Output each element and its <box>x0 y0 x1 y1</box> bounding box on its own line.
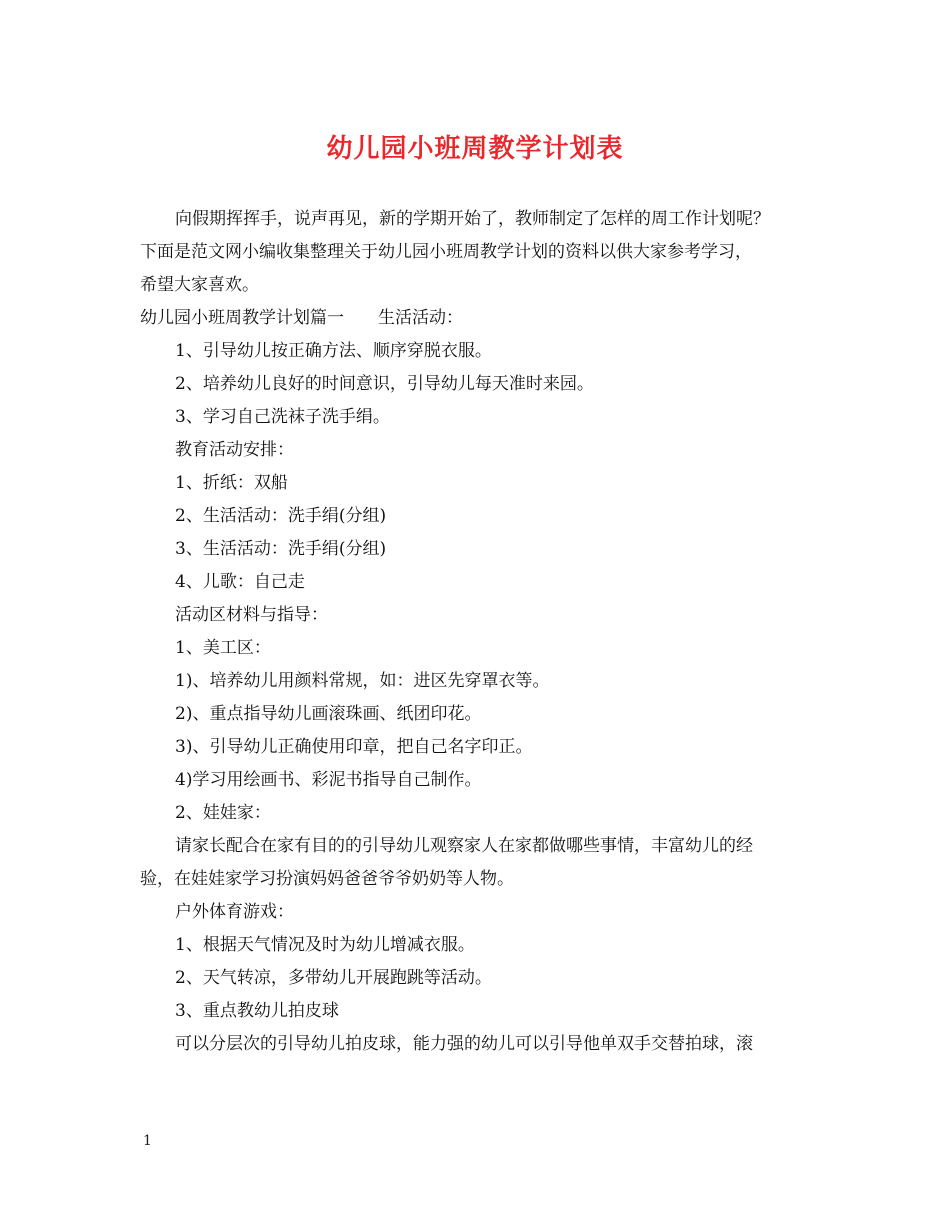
text-line: 3、生活活动：洗手绢(分组) <box>175 539 387 559</box>
text-line: 请家长配合在家有目的的引导幼儿观察家人在家都做哪些事情，丰富幼儿的经 <box>175 836 753 856</box>
text-line: 2、天气转凉，多带幼儿开展跑跳等活动。 <box>175 968 492 988</box>
text-line: 1、根据天气情况及时为幼儿增减衣服。 <box>175 935 475 955</box>
text-line: 1、美工区： <box>175 638 271 658</box>
text-line: 活动区材料与指导： <box>175 605 328 625</box>
text-line: 2、生活活动：洗手绢(分组) <box>175 506 387 526</box>
text-line: 1、引导幼儿按正确方法、顺序穿脱衣服。 <box>175 341 492 361</box>
text-line: 3、学习自己洗袜子洗手绢。 <box>175 407 390 427</box>
text-line: 4)学习用绘画书、彩泥书指导自己制作。 <box>175 770 482 790</box>
text-line: 向假期挥挥手，说声再见，新的学期开始了，教师制定了怎样的周工作计划呢？ <box>175 209 770 229</box>
text-line: 1、折纸：双船 <box>175 473 288 493</box>
text-line: 2)、重点指导幼儿画滚珠画、纸团印花。 <box>175 704 482 724</box>
document-body <box>140 203 840 1061</box>
text-line: 2、培养幼儿良好的时间意识，引导幼儿每天准时来园。 <box>175 374 594 394</box>
text-line: 4、儿歌：自己走 <box>175 572 305 592</box>
text-line: 户外体育游戏： <box>175 902 294 922</box>
document-title: 幼儿园小班周教学计划表 <box>326 134 624 164</box>
text-line: 可以分层次的引导幼儿拍皮球，能力强的幼儿可以引导他单双手交替拍球，滚 <box>175 1034 753 1054</box>
text-line: 希望大家喜欢。 <box>140 275 259 295</box>
text-line: 验，在娃娃家学习扮演妈妈爸爸爷爷奶奶等人物。 <box>140 869 514 889</box>
text-line: 3)、引导幼儿正确使用印章，把自己名字印正。 <box>175 737 533 757</box>
text-line: 下面是范文网小编收集整理关于幼儿园小班周教学计划的资料以供大家参考学习， <box>140 242 752 262</box>
text-line: 3、重点教幼儿拍皮球 <box>175 1001 339 1021</box>
page-number: 1 <box>143 1133 152 1149</box>
text-line: 1)、培养幼儿用颜料常规，如：进区先穿罩衣等。 <box>175 671 550 691</box>
text-line: 教育活动安排： <box>175 440 294 460</box>
text-line: 2、娃娃家： <box>175 803 271 823</box>
text-line: 幼儿园小班周教学计划篇一 生活活动： <box>140 308 463 328</box>
